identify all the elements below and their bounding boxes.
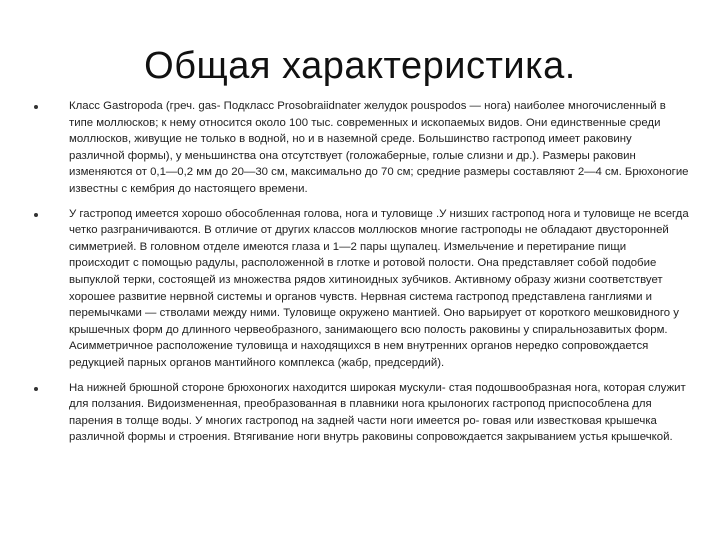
bullet-item-foot <box>0 380 720 446</box>
bullet-item-general <box>0 98 720 198</box>
slide-title: Общая характеристика. <box>144 45 576 87</box>
bullet-point-icon <box>34 387 38 391</box>
bullet-text: Класс Gastropoda (греч. gas- Подкласс Prosobraiidnater желудок pouspodos — нога) наиболее многочисленный в типе моллюсков; к нему относится около 100 тыс. современных и ископаемых видов. Они единственные среди моллюсков, живущие не только в водной, но и в наземной среде. Большинство гастропод имеет раковину различной формы), у меньшинства она отсутствует (голожаберные, голые слизни и др.). Размеры раковин изменяются от 0,1—0,2 мм до 20—30 см, максимально до 70 см; средние размеры составляют 2—4 см. Брюхоногие известны с кембрия до настоящего времени. <box>69 100 689 195</box>
bullet-point-icon <box>34 105 38 109</box>
bullet-list <box>0 98 720 454</box>
bullet-item-anatomy <box>0 206 720 372</box>
bullet-text: На нижней брюшной стороне брюхоногих находится широкая мускули- стая подошвообразная нога, которая служит для ползания. Видоизмененная, преобразованная в плавники нога крылоногих гастропод приспособлена для парения в толще воды. У многих гастропод на задней части ноги имеется ро- говая или известковая крышечка различной формы и строения. Втягивание ноги внутрь раковины сопровождается закрыванием устья крышечкой. <box>69 381 686 444</box>
bullet-point-icon <box>34 213 38 217</box>
bullet-text: У гастропод имеется хорошо обособленная голова, нога и туловище .У низших гастропод нога и туловище не всегда четко разграничиваются. В отличие от других классов моллюсков многие гастроподы не обладают двусторонней симметрией. В головном отделе имеются глаза и 1—2 пары щупалец. Измельчение и перетирание пищи происходит с помощью радулы, расположенной в глотке и ротовой полости. Она представляет собой подобие выпуклой терки, состоящей из множества рядов хитиноидных зубчиков. Активному образу жизни соответствует хорошее развитие нервной системы и органов чувств. Нервная система гастропод представлена ганглиями и перемычками — стволами между ними. Туловище окружено мантией. Оно варьирует от короткого мешковидного у крышечных форм до длинного червеобразного, занимающего всю полость раковины у спиральнозавитых форм. Асимметричное расположение туловища и находящихся в нем внутренних органов нередко сопровождается редукцией парных органов мантийного комплекса (жабр, предсердий). <box>69 207 689 369</box>
